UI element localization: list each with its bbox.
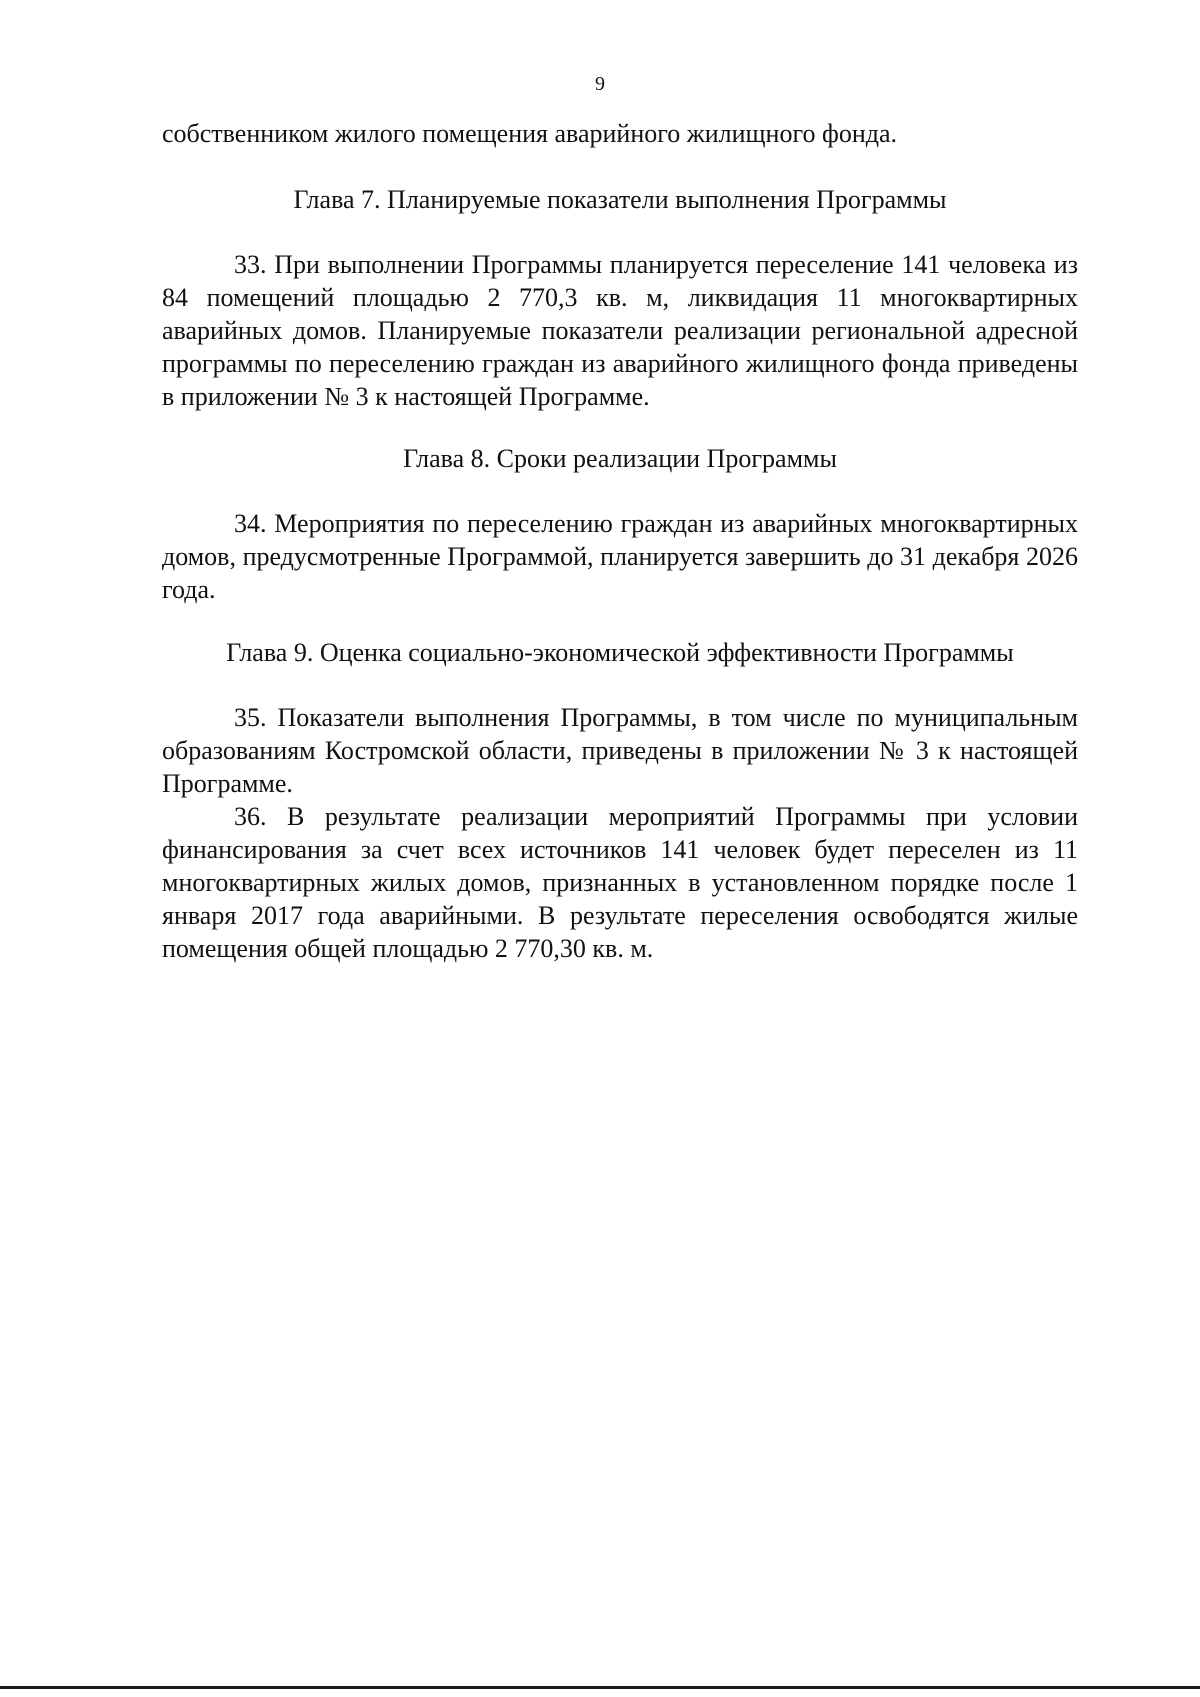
chapter-8-body: [162, 507, 1078, 606]
bottom-edge-rule: [0, 1686, 1200, 1689]
chapter-7-heading: Глава 7. Планируемые показатели выполнения Программы: [293, 185, 947, 214]
continuation-text: собственником жилого помещения аварийного жилищного фонда.: [162, 119, 897, 148]
paragraph-34: 34. Мероприятия по переселению граждан из аварийных многоквартирных домов, предусмотренные Программой, планируется завершить до 31 декабря 2026 года.: [162, 509, 1078, 604]
chapter-9-body: [162, 701, 1078, 965]
chapter-9-heading: Глава 9. Оценка социально-экономической эффективности Программы: [226, 638, 1014, 667]
paragraph-33: 33. При выполнении Программы планируется переселение 141 человека из 84 помещений площадью 2 770,3 кв. м, ликвидация 11 многоквартирных аварийных домов. Планируемые показатели реализации региональной адресной программы по переселению граждан из аварийного жилищного фонда приведены в приложении № 3 к настоящей Программе.: [162, 250, 1078, 411]
page-number: 9: [595, 73, 605, 95]
paragraph-35: 35. Показатели выполнения Программы, в том числе по муниципальным образованиям Костромской области, приведены в приложении № 3 к настоящей Программе.: [162, 703, 1078, 798]
chapter-8-heading: Глава 8. Сроки реализации Программы: [403, 444, 837, 473]
chapter-7-body: [162, 248, 1078, 413]
paragraph-36: 36. В результате реализации мероприятий Программы при условии финансирования за счет всех источников 141 человек будет переселен из 11 многоквартирных жилых домов, признанных в установленном порядке после 1 января 2017 года аварийными. В результате переселения освободятся жилые помещения общей площадью 2 770,30 кв. м.: [162, 802, 1078, 963]
